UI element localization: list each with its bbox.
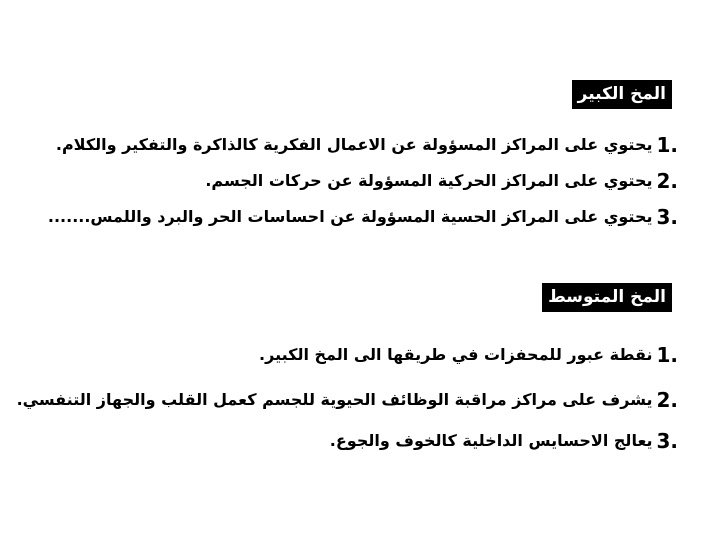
list-item bbox=[17, 385, 678, 415]
section-heading-midbrain: المخ المتوسط bbox=[542, 283, 672, 312]
list-item bbox=[330, 426, 678, 456]
item-text: يحتوي على المراكز الحركية المسؤولة عن حركات الجسم. bbox=[205, 171, 653, 190]
item-number: 1. bbox=[656, 343, 678, 367]
item-number: 2. bbox=[656, 388, 678, 412]
item-text: يشرف على مراكز مراقبة الوظائف الحيوية للجسم كعمل القلب والجهاز التنفسي. bbox=[16, 390, 653, 409]
item-number: 2. bbox=[656, 169, 678, 193]
item-text: نقطة عبور للمحفزات في طريقها الى المخ الكبير. bbox=[259, 345, 653, 364]
list-item bbox=[205, 166, 678, 196]
item-text: يحتوي على المراكز المسؤولة عن الاعمال الفكرية كالذاكرة والتفكير والكلام. bbox=[55, 135, 653, 154]
section-heading-cerebrum: المخ الكبير bbox=[572, 80, 672, 109]
list-item bbox=[48, 202, 678, 232]
item-number: 1. bbox=[656, 133, 678, 157]
item-text: يحتوي على المراكز الحسية المسؤولة عن احساسات الحر والبرد واللمس....... bbox=[47, 207, 653, 226]
list-item bbox=[259, 340, 678, 370]
list-item bbox=[56, 130, 678, 160]
item-number: 3. bbox=[656, 205, 678, 229]
item-text: يعالج الاحسايس الداخلية كالخوف والجوع. bbox=[329, 431, 653, 450]
item-number: 3. bbox=[656, 429, 678, 453]
